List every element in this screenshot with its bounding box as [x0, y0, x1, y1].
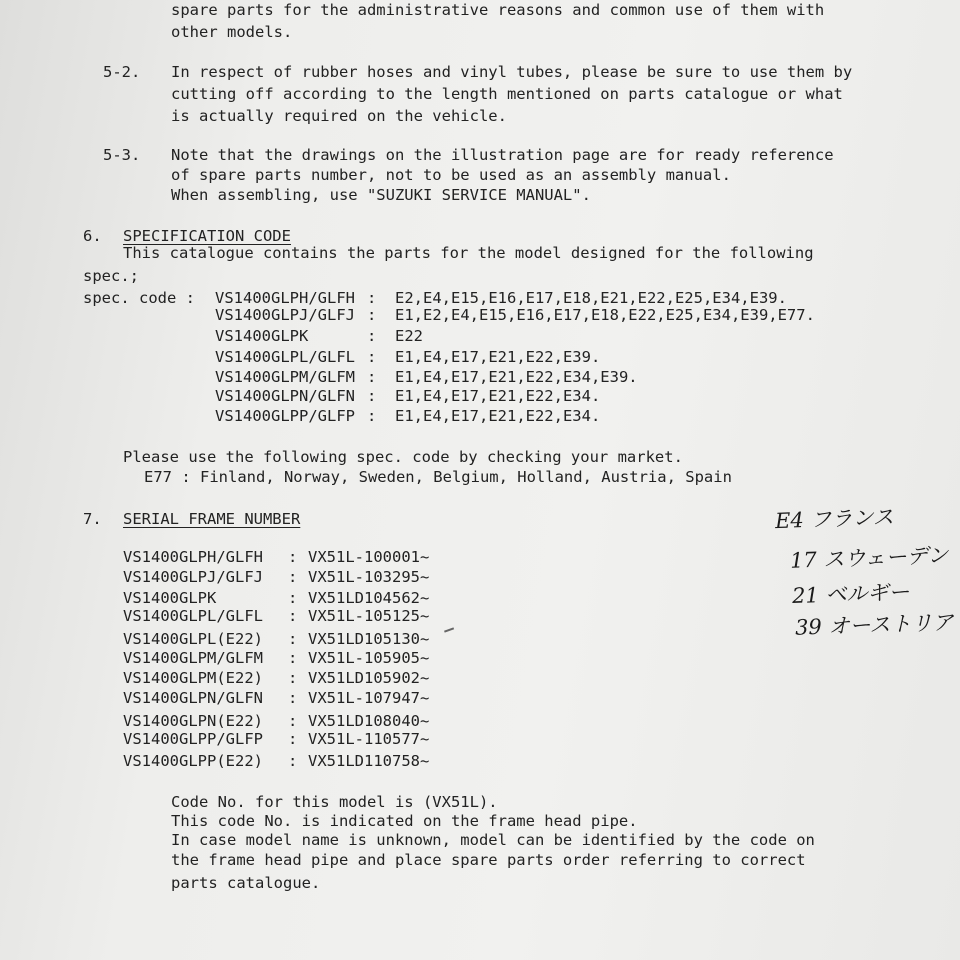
serial-colon: :	[288, 669, 298, 687]
section-5-3-line-1: Note that the drawings on the illustration page are for ready reference	[171, 146, 834, 164]
spec-model: VS1400GLPK	[215, 327, 309, 345]
serial-model: VS1400GLPH/GLFH	[123, 548, 263, 566]
serial-number: VX51L-100001~	[308, 548, 430, 566]
serial-model: VS1400GLPL(E22)	[123, 630, 263, 648]
spec-colon: :	[367, 289, 377, 307]
spec-colon: :	[367, 348, 377, 366]
serial-number: VX51LD105902~	[308, 669, 430, 687]
serial-colon: :	[288, 589, 298, 607]
serial-colon: :	[288, 568, 298, 586]
section-6-number: 6.	[83, 227, 102, 245]
section-5-2-line-2: cutting off according to the length mentioned on parts catalogue or what	[171, 85, 843, 103]
serial-number: VX51LD105130~	[308, 630, 430, 648]
spec-model: VS1400GLPM/GLFM	[215, 368, 355, 386]
code-line-5: parts catalogue.	[171, 874, 321, 892]
spec-codes: E2,E4,E15,E16,E17,E18,E21,E22,E25,E34,E39.	[395, 289, 787, 307]
market-note: Please use the following spec. code by checking your market.	[123, 448, 683, 466]
serial-colon: :	[288, 649, 298, 667]
serial-model: VS1400GLPN(E22)	[123, 712, 263, 730]
spec-colon: :	[367, 368, 377, 386]
spec-code-label: spec. code :	[83, 289, 195, 307]
section-7-title: SERIAL FRAME NUMBER	[123, 510, 301, 528]
serial-colon: :	[288, 689, 298, 707]
code-line-1: Code No. for this model is (VX51L).	[171, 793, 498, 811]
section-5-2-number: 5-2.	[103, 63, 141, 81]
spec-codes: E1,E4,E17,E21,E22,E39.	[395, 348, 601, 366]
serial-model: VS1400GLPP(E22)	[123, 752, 263, 770]
spec-model: VS1400GLPN/GLFN	[215, 387, 355, 405]
spec-codes: E1,E4,E17,E21,E22,E34.	[395, 407, 601, 425]
spec-colon: :	[367, 407, 377, 425]
serial-model: VS1400GLPM/GLFM	[123, 649, 263, 667]
spec-model: VS1400GLPH/GLFH	[215, 289, 355, 307]
serial-number: VX51LD104562~	[308, 589, 430, 607]
section-7-number: 7.	[83, 510, 102, 528]
spec-codes: E1,E2,E4,E15,E16,E17,E18,E22,E25,E34,E39,E77.	[395, 306, 815, 324]
serial-number: VX51L-107947~	[308, 689, 430, 707]
spec-codes: E1,E4,E17,E21,E22,E34.	[395, 387, 601, 405]
section-5-3-line-2: of spare parts number, not to be used as an assembly manual.	[171, 166, 731, 184]
serial-number: VX51L-105905~	[308, 649, 430, 667]
code-line-4: the frame head pipe and place spare parts order referring to correct	[171, 851, 806, 869]
serial-model: VS1400GLPJ/GLFJ	[123, 568, 263, 586]
handwritten-note-e4: E4 フランス	[774, 504, 895, 534]
spec-colon: :	[367, 306, 377, 324]
section-5-3-number: 5-3.	[103, 146, 141, 164]
serial-colon: :	[288, 548, 298, 566]
spec-model: VS1400GLPL/GLFL	[215, 348, 355, 366]
serial-colon: :	[288, 630, 298, 648]
serial-number: VX51LD110758~	[308, 752, 430, 770]
spec-colon: :	[367, 327, 377, 345]
pen-tick-mark	[444, 627, 454, 632]
spec-model: VS1400GLPP/GLFP	[215, 407, 355, 425]
spec-colon: :	[367, 387, 377, 405]
serial-number: VX51L-110577~	[308, 730, 430, 748]
handwritten-note-21: 21 ベルギー	[791, 579, 910, 609]
serial-number: VX51L-105125~	[308, 607, 430, 625]
section-5-3-line-3: When assembling, use "SUZUKI SERVICE MANUAL".	[171, 186, 591, 204]
serial-number: VX51L-103295~	[308, 568, 430, 586]
spec-model: VS1400GLPJ/GLFJ	[215, 306, 355, 324]
section-5-2-line-1: In respect of rubber hoses and vinyl tubes, please be sure to use them by	[171, 63, 853, 81]
code-line-2: This code No. is indicated on the frame head pipe.	[171, 812, 638, 830]
serial-model: VS1400GLPM(E22)	[123, 669, 263, 687]
serial-number: VX51LD108040~	[308, 712, 430, 730]
serial-colon: :	[288, 730, 298, 748]
code-line-3: In case model name is unknown, model can be identified by the code on	[171, 831, 815, 849]
serial-model: VS1400GLPL/GLFL	[123, 607, 263, 625]
intro-line-2: other models.	[171, 23, 293, 41]
serial-model: VS1400GLPN/GLFN	[123, 689, 263, 707]
serial-model: VS1400GLPP/GLFP	[123, 730, 263, 748]
section-6-intro-line-1: This catalogue contains the parts for the model designed for the following	[123, 244, 814, 262]
serial-colon: :	[288, 712, 298, 730]
spec-codes: E1,E4,E17,E21,E22,E34,E39.	[395, 368, 638, 386]
section-6-intro-line-2: spec.;	[83, 267, 139, 285]
spec-codes: E22	[395, 327, 423, 345]
serial-colon: :	[288, 752, 298, 770]
intro-line-1: spare parts for the administrative reasons and common use of them with	[171, 1, 825, 19]
e77-countries: E77 : Finland, Norway, Sweden, Belgium, Holland, Austria, Spain	[144, 468, 732, 486]
handwritten-note-17: 17 スウェーデン	[789, 543, 949, 573]
section-6-title: SPECIFICATION CODE	[123, 227, 291, 245]
serial-model: VS1400GLPK	[123, 589, 217, 607]
section-5-2-line-3: is actually required on the vehicle.	[171, 107, 507, 125]
handwritten-note-39: 39 オーストリア	[794, 610, 954, 640]
serial-colon: :	[288, 607, 298, 625]
